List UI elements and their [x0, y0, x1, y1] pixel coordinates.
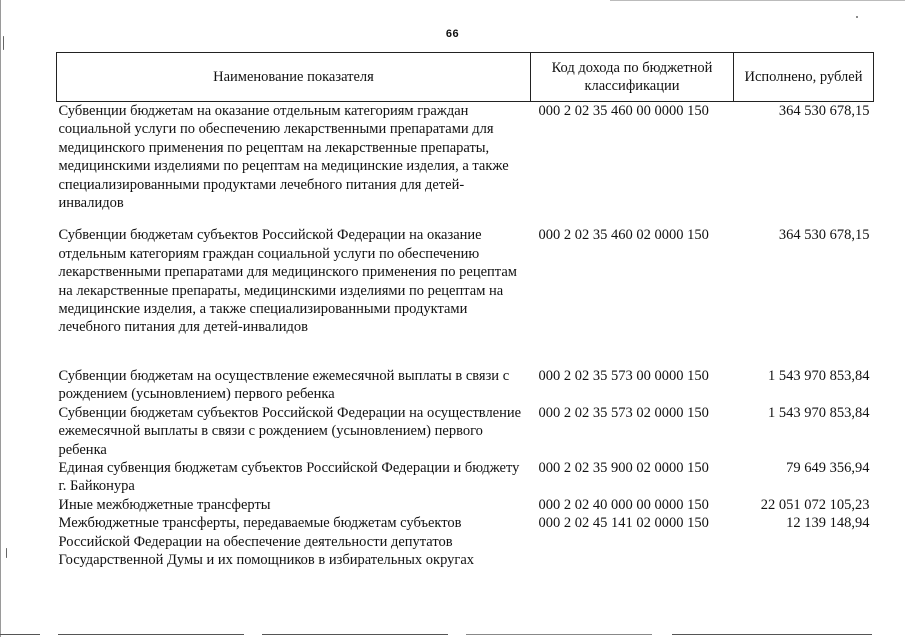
table-row [57, 102, 874, 227]
executed-amount: 79 649 356,94 [786, 459, 870, 476]
revenue-code: 000 2 02 35 573 02 0000 150 [538, 404, 709, 421]
scan-top-line [610, 0, 905, 1]
table-row [57, 459, 874, 496]
header-executed-amount: Исполнено, рублей [734, 53, 874, 102]
scan-bottom-line [58, 634, 244, 635]
scan-speck [856, 16, 858, 18]
scan-bottom-line [262, 634, 448, 635]
revenue-code: 000 2 02 35 460 02 0000 150 [538, 227, 709, 244]
table-row [57, 496, 874, 514]
indicator-name: Межбюджетные трансферты, передаваемые бюджетам субъектов Российской Федерации на обеспечение деятельности депутатов Государственной Думы и их помощников в избирательных округах [58, 515, 475, 568]
page-number: 66 [445, 28, 460, 40]
table-row [57, 514, 874, 569]
executed-amount: 1 543 970 853,84 [768, 367, 870, 384]
revenue-table [56, 52, 874, 569]
scan-left-edge [0, 0, 1, 637]
indicator-name: Субвенции бюджетам на осуществление ежемесячной выплаты в связи с рождением (усыновлением) первого ребенка [58, 367, 510, 403]
revenue-table-wrapper [56, 52, 873, 569]
table-header [57, 53, 874, 102]
scan-bottom-line [672, 634, 872, 635]
table-row [57, 226, 874, 366]
header-row [57, 53, 874, 102]
executed-amount: 364 530 678,15 [778, 227, 870, 244]
executed-amount: 22 051 072 105,23 [760, 496, 870, 513]
table-body [57, 102, 874, 570]
indicator-name: Субвенции бюджетам субъектов Российской Федерации на осуществление ежемесячной выплаты в связи с рождением (усыновлением) первого ребенка [58, 404, 522, 458]
revenue-code: 000 2 02 40 000 00 0000 150 [538, 496, 709, 513]
indicator-name: Единая субвенция бюджетам субъектов Российской Федерации и бюджету г. Байконура [58, 459, 520, 495]
executed-amount: 12 139 148,94 [786, 515, 870, 532]
revenue-code: 000 2 02 35 900 02 0000 150 [538, 459, 709, 476]
revenue-code: 000 2 02 35 460 00 0000 150 [538, 103, 709, 119]
table-row [57, 367, 874, 404]
header-revenue-code: Код дохода по бюджетной классификации [531, 53, 734, 102]
revenue-code: 000 2 02 35 573 00 0000 150 [538, 367, 709, 384]
executed-amount: 364 530 678,15 [778, 103, 870, 119]
revenue-code: 000 2 02 45 141 02 0000 150 [538, 515, 709, 532]
indicator-name: Субвенции бюджетам на оказание отдельным категориям граждан социальной услуги по обеспечению лекарственными препаратами для медицинского применения по рецептам на лекарственные препараты, медицинскими изделиями по рецептам на медицинские изделия, а также специализированными продуктами лечебного питания для детей-инвалидов [58, 103, 509, 212]
scan-bottom-line [0, 634, 40, 635]
scan-speck [6, 548, 7, 558]
table-row [57, 404, 874, 459]
header-indicator-name: Наименование показателя [57, 53, 531, 102]
indicator-name: Субвенции бюджетам субъектов Российской Федерации на оказание отдельным категориям граждан социальной услуги по обеспечению лекарственными препаратами для медицинского применения по рецептам на лекарственные препараты, медицинскими изделиями по рецептам на медицинские изделия, а также специализированными продуктами лечебного питания для детей-инвалидов [58, 227, 517, 336]
scan-bottom-line [466, 634, 652, 635]
executed-amount: 1 543 970 853,84 [768, 404, 870, 421]
indicator-name: Иные межбюджетные трансферты [58, 496, 271, 513]
